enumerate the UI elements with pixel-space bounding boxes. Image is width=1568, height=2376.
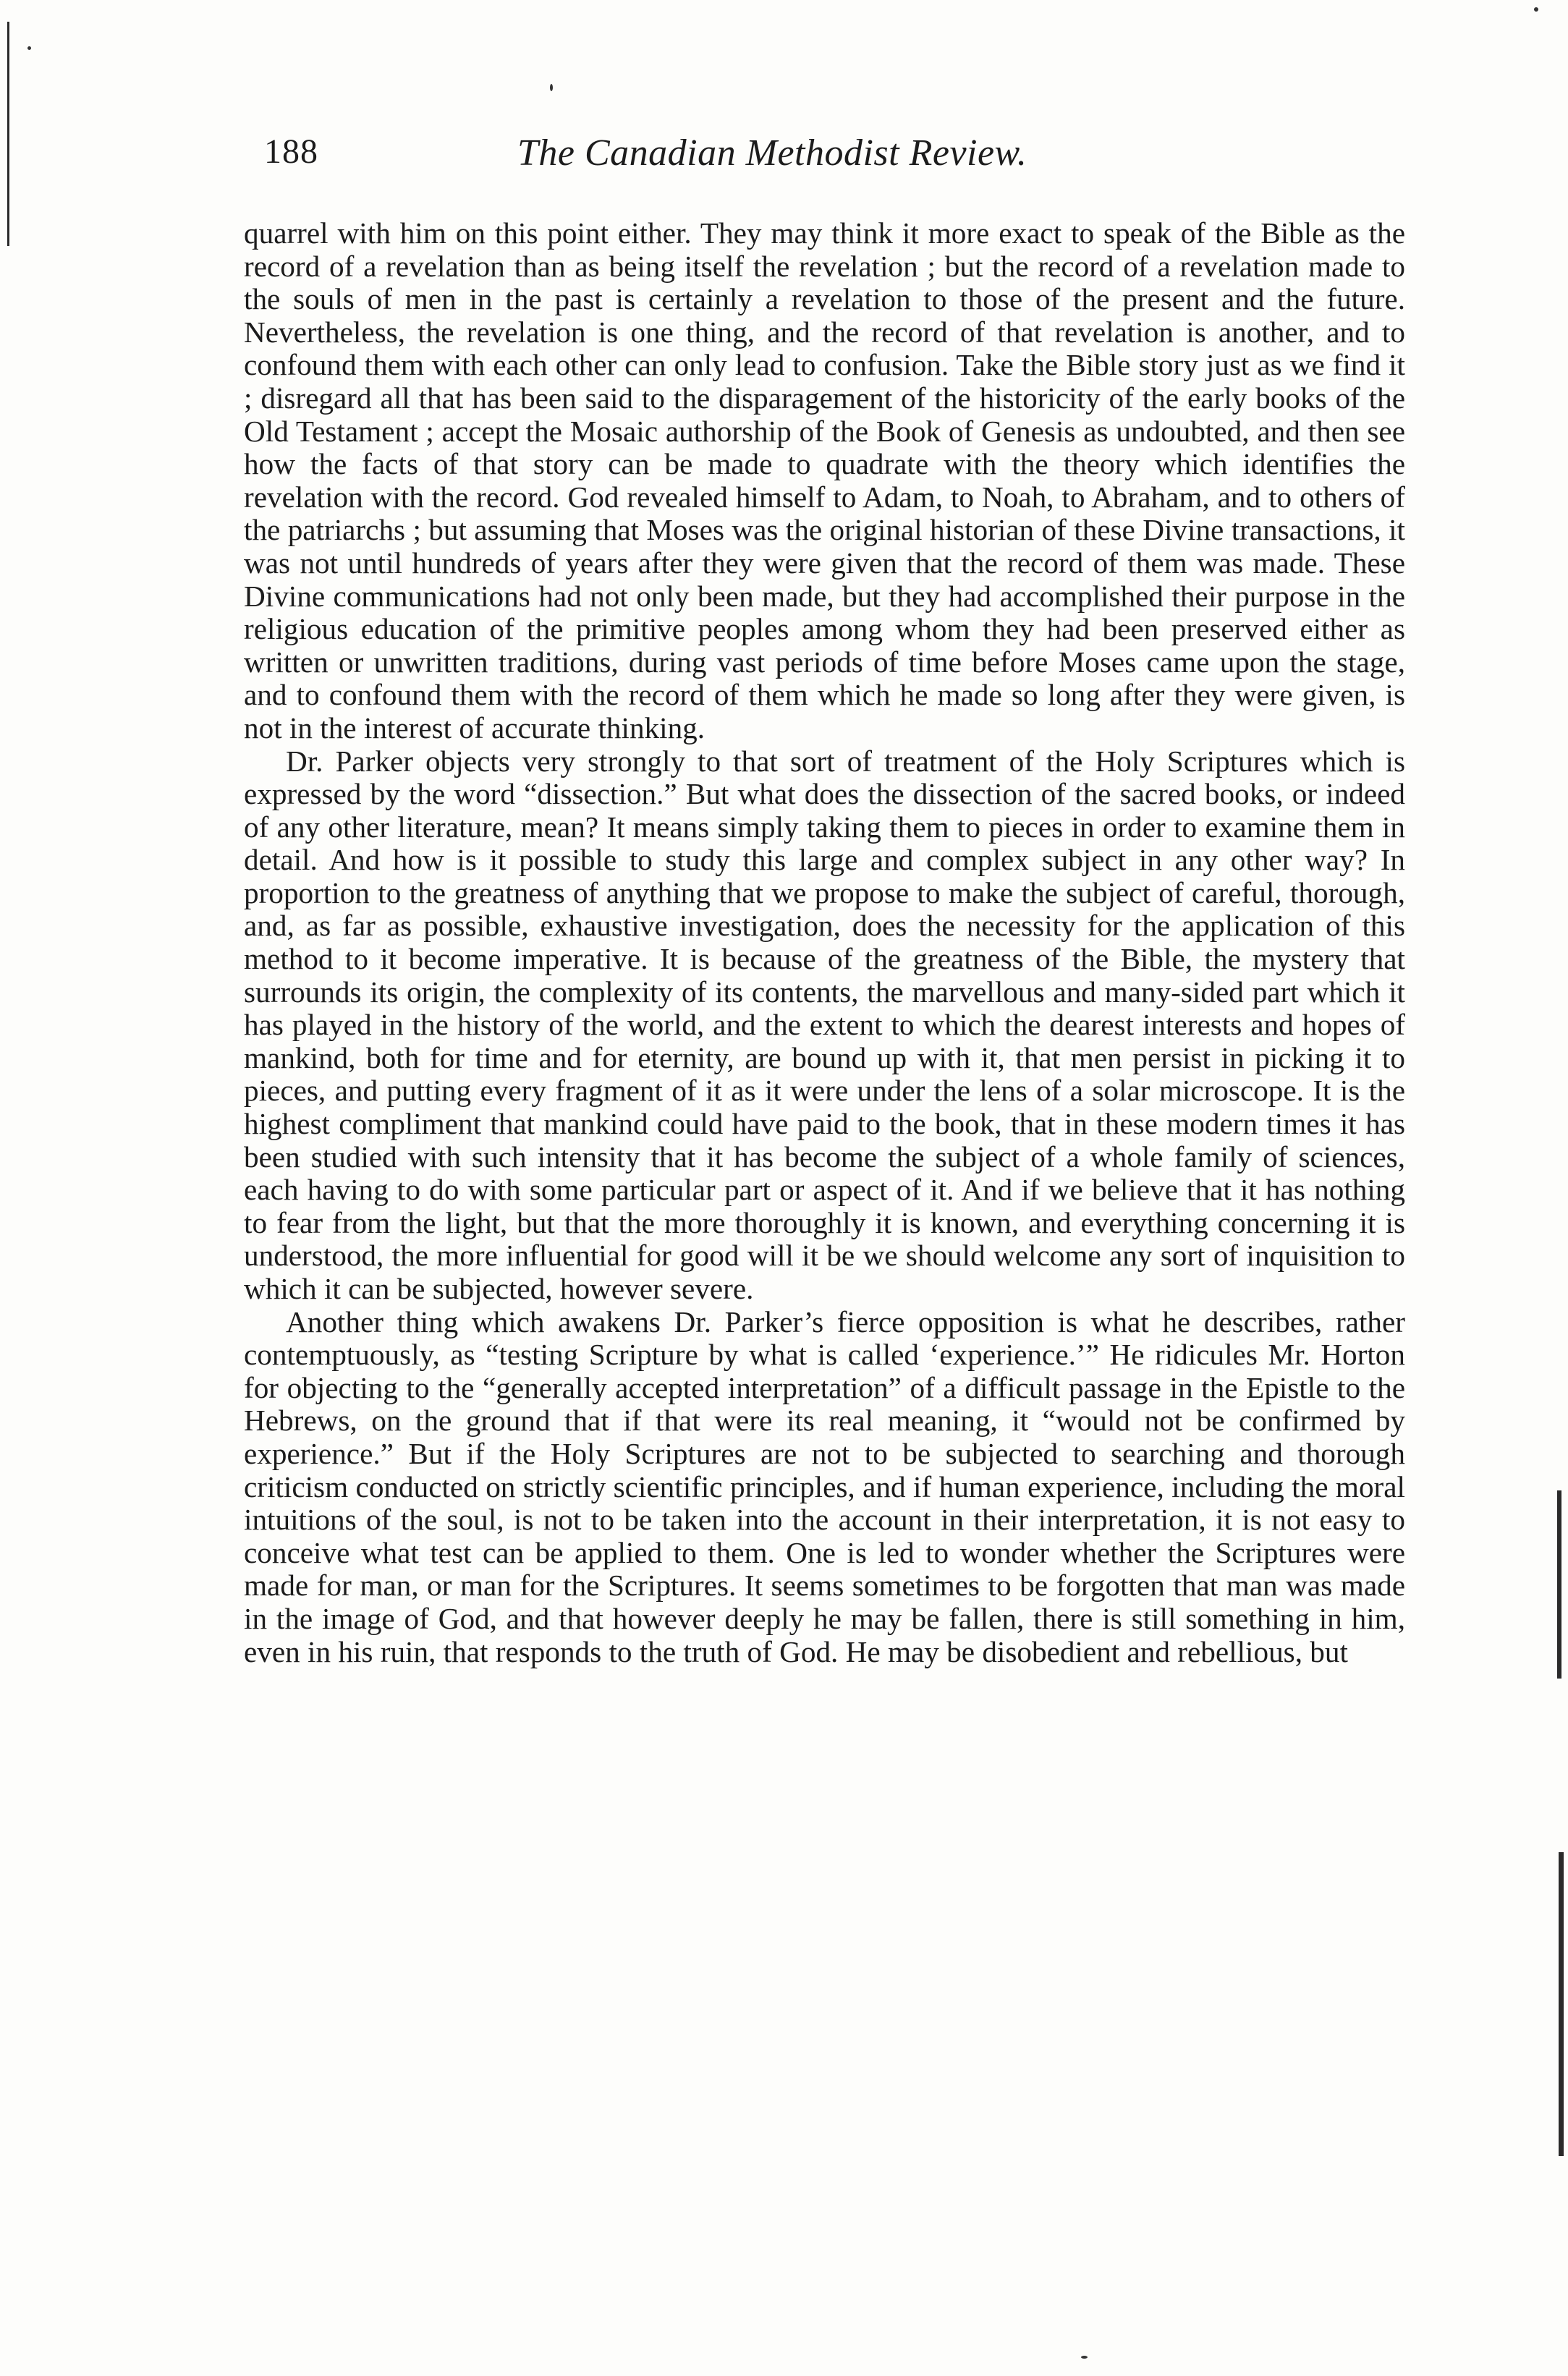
right-scan-edge <box>1557 1490 1561 1679</box>
paragraph-1: quarrel with him on this point either. They may think it more exact to speak of the Bible as the record of a revelation than as being itself the revelation ; but the record of a revelation made to the souls of men in the past is certainly a revelation to those of the present and the future. Nevertheless, the revelation is one thing, and the record of that revelation is another, and to confound them with each other can only lead to confusion. Take the Bible story just as we find it ; disregard all that has been said to the disparagement of the historicity of the early books of the Old Testament ; accept the Mosaic authorship of the Book of Genesis as undoubted, and then see how the facts of that story can be made to quadrate with the theory which identifies the revelation with the record. God revealed himself to Adam, to Noah, to Abraham, and to others of the patriarchs ; but assuming that Moses was the original historian of these Divine transactions, it was not until hundreds of years after they were given that the record of them was made. These Divine communications had not only been made, but they had accomplished their purpose in the religious education of the primitive peoples among whom they had been preserved either as written or unwritten traditions, during vast periods of time before Moses came upon the stage, and to confound them with the record of them which he made so long after they were given, is not in the interest of accurate thinking. <box>244 216 1405 744</box>
journal-title: The Canadian Methodist Review. <box>517 132 1027 174</box>
scan-speck <box>1081 2356 1088 2359</box>
scan-speck <box>27 46 31 50</box>
right-scan-edge-lower <box>1559 1852 1564 2156</box>
body-text <box>244 217 1405 1668</box>
page-number: 188 <box>264 132 318 171</box>
paragraph-2: Dr. Parker objects very strongly to that sort of treatment of the Holy Scriptures which is expressed by the word “dissection.” But what does the dissection of the sacred books, or indeed of any other literature, mean? It means simply taking them to pieces in order to examine them in detail. And how is it possible to study this large and complex subject in any other way? In proportion to the greatness of anything that we propose to make the subject of careful, thorough, and, as far as possible, exhaustive investigation, does the necessity for the application of this method to it become imperative. It is because of the greatness of the Bible, the mystery that surrounds its origin, the complexity of its contents, the marvellous and many-sided part which it has played in the history of the world, and the extent to which the dearest interests and hopes of mankind, both for time and for eternity, are bound up with it, that men persist in picking it to pieces, and putting every fragment of it as it were under the lens of a solar microscope. It is the highest compliment that mankind could have paid to the book, that in these modern times it has been studied with such intensity that it has become the subject of a whole family of sciences, each having to do with some particular part or aspect of it. And if we believe that it has nothing to fear from the light, but that the more thoroughly it is known, and everything concerning it is understood, the more influential for good will it be we should welcome any sort of inquisition to which it can be subjected, however severe. <box>244 744 1405 1305</box>
left-scan-edge <box>7 22 9 246</box>
running-head <box>264 132 1389 182</box>
scan-speck <box>550 84 553 91</box>
paragraph-3: Another thing which awakens Dr. Parker’s fierce opposition is what he describes, rather contemptuously, as “testing Scripture by what is called ‘experience.’” He ridicules Mr. Horton for objecting to the “generally accepted interpretation” of a difficult passage in the Epistle to the Hebrews, on the ground that if that were its real meaning, it “would not be confirmed by experience.” But if the Holy Scriptures are not to be subjected to searching and thorough criticism conducted on strictly scientific principles, and if human experience, including the moral intuitions of the soul, is not to be taken into the account in their interpretation, it is not easy to conceive what test can be applied to them. One is led to wonder whether the Scriptures were made for man, or man for the Scriptures. It seems sometimes to be forgotten that man was made in the image of God, and that however deeply he may be fallen, there is still something in him, even in his ruin, that responds to the truth of God. He may be disobedient and rebellious, but <box>244 1304 1405 1668</box>
scan-speck <box>1534 7 1538 12</box>
